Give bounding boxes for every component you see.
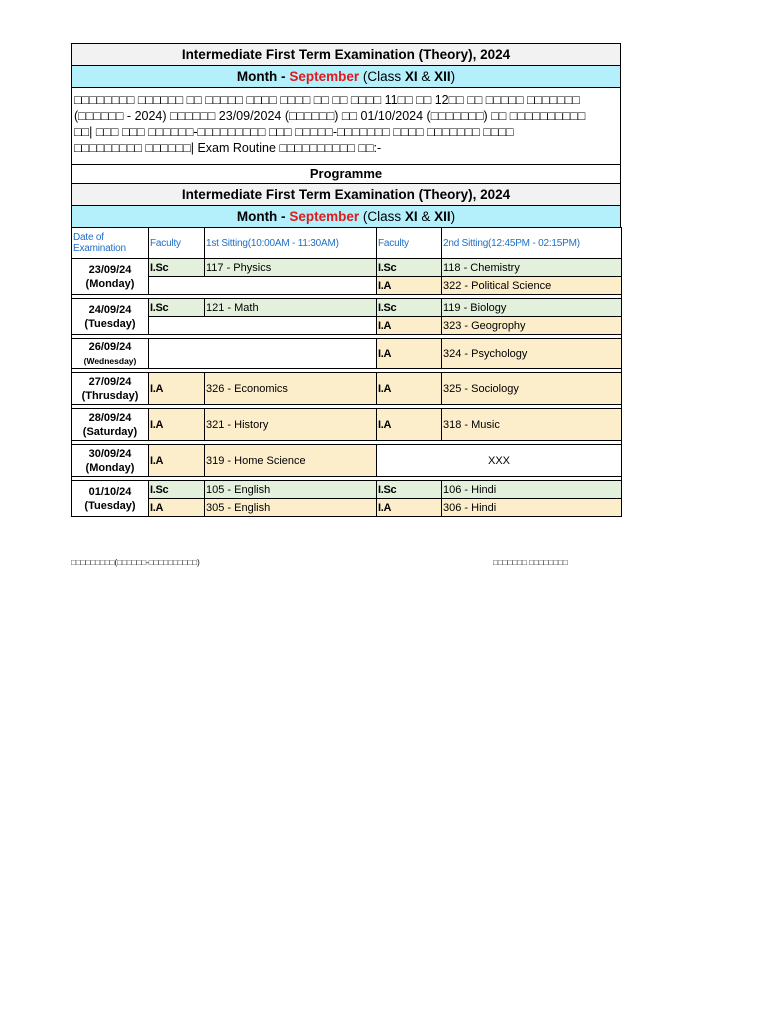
subject-cell: 119 - Biology bbox=[442, 299, 622, 317]
faculty-cell: I.Sc bbox=[377, 259, 442, 277]
table-row bbox=[72, 481, 622, 499]
table-row bbox=[72, 409, 622, 441]
header-faculty-1: Faculty bbox=[149, 228, 205, 259]
class-open: (Class bbox=[362, 209, 405, 224]
date: 01/10/24 bbox=[88, 485, 132, 498]
subject-cell: 319 - Home Science bbox=[205, 445, 377, 477]
exam-title: Intermediate First Term Examination (Theory), 2024 bbox=[71, 43, 621, 65]
faculty-cell: I.A bbox=[149, 499, 205, 517]
exam-sheet bbox=[71, 43, 621, 517]
table-row bbox=[72, 299, 622, 317]
date-cell bbox=[72, 409, 149, 441]
table-row bbox=[72, 373, 622, 405]
month-name: September bbox=[289, 209, 360, 224]
exam-routine-text: Exam Routine bbox=[197, 141, 276, 155]
faculty-cell: I.A bbox=[149, 373, 205, 405]
class-xi: XI bbox=[404, 209, 418, 224]
day: (Thrusday) bbox=[81, 389, 139, 402]
date-cell bbox=[72, 373, 149, 405]
faculty-cell: I.Sc bbox=[149, 481, 205, 499]
class-xi: XI bbox=[404, 69, 418, 84]
empty-cell bbox=[149, 317, 377, 335]
table-row bbox=[72, 259, 622, 277]
date: 26/09/24 bbox=[88, 340, 132, 353]
month-line bbox=[71, 65, 621, 87]
table-row bbox=[72, 317, 622, 335]
notice-line: (□□□□□□ - 2024) □□□□□□ 23/09/2024 (□□□□□□) □□ 01/10/2024 (□□□□□□□) □□ □□□□□□□□□□ bbox=[74, 109, 586, 123]
date: 27/09/24 bbox=[88, 375, 132, 388]
date: 23/09/24 bbox=[88, 263, 132, 276]
faculty-cell: I.Sc bbox=[149, 259, 205, 277]
class-open: (Class bbox=[362, 69, 405, 84]
month-name: September bbox=[289, 69, 360, 84]
notice-line bbox=[74, 140, 618, 156]
schedule-table bbox=[71, 227, 622, 517]
notice-text: □□□□□□□□□□ □□:- bbox=[275, 141, 382, 155]
faculty-cell: I.Sc bbox=[377, 299, 442, 317]
notice-paragraph bbox=[71, 87, 621, 164]
day: (Monday) bbox=[85, 277, 135, 290]
notice-line: □□| □□□ □□□ □□□□□□-□□□□□□□□□ □□□ □□□□□-□□□□□□□ □□□□ □□□□□□□ □□□□ bbox=[74, 125, 514, 139]
month-prefix: Month - bbox=[236, 209, 290, 224]
faculty-cell: I.A bbox=[377, 499, 442, 517]
programme-label: Programme bbox=[71, 164, 621, 183]
notice-line: □□□□□□□□ □□□□□□ □□ □□□□□ □□□□ □□□□ □□ □□ □□□□ 11□□ □□ 12□□ □□ □□□□□ □□□□□□□ bbox=[74, 93, 580, 107]
header-sitting-2: 2nd Sitting(12:45PM - 02:15PM) bbox=[442, 228, 622, 259]
subject-cell: 305 - English bbox=[205, 499, 377, 517]
class-amp: & bbox=[417, 209, 435, 224]
subject-cell: 117 - Physics bbox=[205, 259, 377, 277]
day: (Monday) bbox=[85, 461, 135, 474]
subject-cell: 326 - Economics bbox=[205, 373, 377, 405]
faculty-cell: I.Sc bbox=[149, 299, 205, 317]
subject-cell: 325 - Sociology bbox=[442, 373, 622, 405]
subject-cell: 105 - English bbox=[205, 481, 377, 499]
day: (Saturday) bbox=[82, 425, 138, 438]
faculty-cell: I.Sc bbox=[377, 481, 442, 499]
faculty-cell: I.A bbox=[377, 373, 442, 405]
subject-cell: 324 - Psychology bbox=[442, 339, 622, 369]
day: (Tuesday) bbox=[84, 317, 136, 330]
subject-cell: 322 - Political Science bbox=[442, 277, 622, 295]
notice-text: □□□□□□□□□ □□□□□□| bbox=[74, 141, 198, 155]
subject-cell: 121 - Math bbox=[205, 299, 377, 317]
date-cell bbox=[72, 445, 149, 477]
header-date: Date of Examination bbox=[72, 228, 149, 259]
date-cell bbox=[72, 481, 149, 517]
faculty-cell: I.A bbox=[149, 445, 205, 477]
subject-cell: 106 - Hindi bbox=[442, 481, 622, 499]
header-sitting-1: 1st Sitting(10:00AM - 11:30AM) bbox=[205, 228, 377, 259]
date: 28/09/24 bbox=[88, 411, 132, 424]
date: 30/09/24 bbox=[88, 447, 132, 460]
subject-cell: 321 - History bbox=[205, 409, 377, 441]
month-line-repeat bbox=[71, 205, 621, 227]
footer-signatory-right: □□□□□□□ □□□□□□□□ bbox=[493, 558, 568, 567]
subject-cell: 318 - Music bbox=[442, 409, 622, 441]
date-cell bbox=[72, 259, 149, 295]
subject-cell: 323 - Geogrophy bbox=[442, 317, 622, 335]
faculty-cell: I.A bbox=[377, 277, 442, 295]
subject-cell: 118 - Chemistry bbox=[442, 259, 622, 277]
header-faculty-2: Faculty bbox=[377, 228, 442, 259]
faculty-cell: I.A bbox=[377, 409, 442, 441]
table-header-row bbox=[72, 228, 622, 259]
class-amp: & bbox=[417, 69, 435, 84]
date-cell bbox=[72, 339, 149, 369]
faculty-cell: I.A bbox=[149, 409, 205, 441]
empty-cell bbox=[149, 339, 377, 369]
subject-cell: 306 - Hindi bbox=[442, 499, 622, 517]
no-exam-cell: XXX bbox=[377, 445, 622, 477]
date: 24/09/24 bbox=[88, 303, 132, 316]
class-info bbox=[363, 69, 455, 84]
class-close: ) bbox=[450, 209, 456, 224]
day: (Tuesday) bbox=[84, 499, 136, 512]
class-close: ) bbox=[450, 69, 456, 84]
month-prefix: Month - bbox=[236, 69, 290, 84]
footer-signatory-left: □□□□□□□□□(□□□□□□-□□□□□□□□□□) bbox=[71, 558, 200, 567]
table-row bbox=[72, 445, 622, 477]
exam-title-repeat: Intermediate First Term Examination (Theory), 2024 bbox=[71, 183, 621, 205]
faculty-cell: I.A bbox=[377, 339, 442, 369]
class-xii: XII bbox=[434, 209, 451, 224]
date-cell bbox=[72, 299, 149, 335]
table-row bbox=[72, 339, 622, 369]
faculty-cell: I.A bbox=[377, 317, 442, 335]
class-info bbox=[363, 209, 455, 224]
class-xii: XII bbox=[434, 69, 451, 84]
table-row bbox=[72, 277, 622, 295]
day: (Wednesday) bbox=[83, 355, 137, 366]
empty-cell bbox=[149, 277, 377, 295]
table-row bbox=[72, 499, 622, 517]
